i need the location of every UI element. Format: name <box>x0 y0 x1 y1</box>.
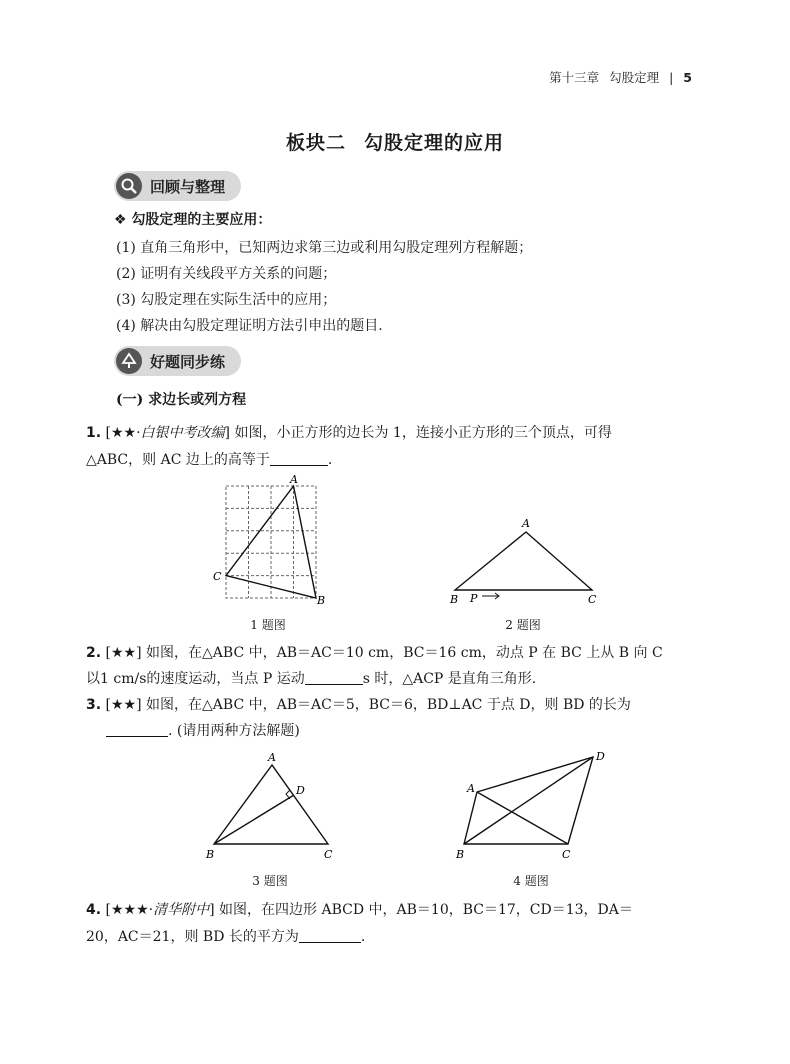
problem-source: 白银中考改编 <box>140 425 225 441</box>
difficulty-stars: ★★ <box>110 645 137 661</box>
fig4-caption: 4 题图 <box>513 874 549 888</box>
tree-icon <box>116 348 142 374</box>
fig4-label-d: D <box>596 750 605 763</box>
diamond-bullet-icon: ❖ <box>114 212 127 228</box>
page-header: 第十三章 勾股定理 | 5 <box>549 70 692 85</box>
review-section-pill <box>114 171 241 201</box>
figure-3 <box>200 752 350 867</box>
answer-blank[interactable] <box>305 670 363 685</box>
review-heading: ❖ 勾股定理的主要应用： <box>114 212 272 228</box>
fig2-label-b: B <box>450 593 459 606</box>
fig1-label-c: C <box>213 570 222 583</box>
fig3-label-b: B <box>206 848 215 861</box>
fig3-label-d: D <box>296 784 305 797</box>
figure-2 <box>440 512 610 612</box>
section-label: 勾股定理 <box>609 70 660 85</box>
problem-source: 清华附中 <box>153 902 210 918</box>
problem-2: 2. [★★] 如图，在△ABC 中，AB＝AC＝10 cm，BC＝16 cm，动点 P 在 BC 上从 B 向 C <box>86 645 663 661</box>
review-item: (2) 证明有关线段平方关系的问题； <box>116 266 337 282</box>
page-title <box>0 128 790 155</box>
difficulty-stars: ★★ <box>110 697 137 713</box>
chapter-label: 第十三章 <box>549 70 600 85</box>
fig1-label-a: A <box>290 473 298 486</box>
fig3-label-c: C <box>324 848 333 861</box>
review-item: (3) 勾股定理在实际生活中的应用； <box>116 292 337 308</box>
review-item: (1) 直角三角形中，已知两边求第三边或利用勾股定理列方程解题； <box>116 240 533 256</box>
fig2-label-a: A <box>522 517 530 530</box>
fig3-label-a: A <box>268 752 276 764</box>
fig2-label-p: P <box>470 592 478 605</box>
page-number: 5 <box>683 70 692 85</box>
problem-3: 3. [★★] 如图，在△ABC 中，AB＝AC＝5，BC＝6，BD⊥AC 于点 D，则 BD 的长为 <box>86 697 631 713</box>
figure-1 <box>210 472 330 612</box>
fig4-label-c: C <box>562 848 571 861</box>
problem-4-cont: 20，AC＝21，则 BD 长的平方为 . <box>86 929 366 945</box>
fig3-caption: 3 题图 <box>252 874 288 888</box>
fig4-label-a: A <box>467 782 475 795</box>
answer-blank[interactable] <box>299 928 361 943</box>
difficulty-stars: ★★★ <box>110 902 149 918</box>
problem-2-cont: 以1 cm/s的速度运动，当点 P 运动 s 时，△ACP 是直角三角形. <box>86 671 537 687</box>
title-part: 板块二 <box>285 132 346 154</box>
fig4-label-b: B <box>456 848 465 861</box>
fig2-caption: 2 题图 <box>505 618 541 632</box>
fig1-caption: 1 题图 <box>250 618 286 632</box>
fig1-label-b: B <box>317 594 326 607</box>
practice-section-pill <box>114 346 241 376</box>
review-pill-label: 回顾与整理 <box>150 177 226 196</box>
review-item: (4) 解决由勾股定理证明方法引申出的题目. <box>116 318 383 334</box>
magnifier-icon <box>116 173 142 199</box>
problem-3-cont: . (请用两种方法解题) <box>106 721 300 741</box>
difficulty-stars: ★★ <box>110 425 137 441</box>
title-name: 勾股定理的应用 <box>364 132 505 154</box>
figure-4 <box>450 745 615 865</box>
answer-blank[interactable] <box>270 451 328 466</box>
practice-pill-label: 好题同步练 <box>150 352 226 371</box>
problem-1-cont: △ABC，则 AC 边上的高等于 . <box>86 452 333 468</box>
subsection-heading: (一) 求边长或列方程 <box>116 392 247 408</box>
problem-1: 1. [★★·白银中考改编] 如图，小正方形的边长为 1，连接小正方形的三个顶点，可得 <box>86 425 612 441</box>
problem-4: 4. [★★★·清华附中] 如图，在四边形 ABCD 中，AB＝10，BC＝17，CD＝13，DA＝ <box>86 902 633 918</box>
fig2-label-c: C <box>588 593 597 606</box>
answer-blank[interactable] <box>106 722 168 737</box>
